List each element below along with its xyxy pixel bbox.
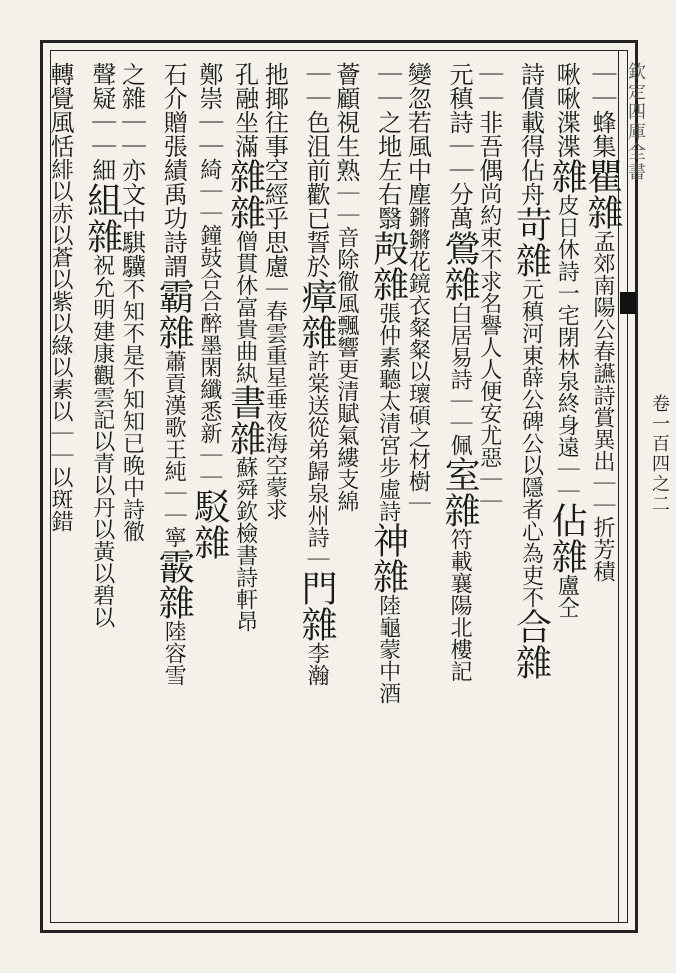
headword: 霰雜	[153, 548, 195, 620]
text-run: 不知不是不知知已晚	[119, 278, 145, 476]
headword: 合雜	[510, 608, 552, 680]
text-column	[48, 62, 72, 532]
text-run: ｜｜蜂集	[588, 62, 616, 158]
text-run: 薈顧視生熟	[331, 62, 360, 182]
text-run: 皮日休詩一宅閉林泉終身遠｜｜	[554, 194, 580, 502]
text-run: 符載襄陽北樓記	[447, 528, 473, 682]
headword: 雜	[224, 158, 266, 194]
text-run: 綺｜｜鐘鼓合合	[196, 158, 222, 312]
text-run: 元稹河東薛公碑公以隱者心為吏不	[518, 278, 544, 608]
text-run: 許棠送從弟歸泉州詩｜	[304, 350, 330, 570]
text-run: 蘇舜欽檢書詩軒昂	[232, 456, 258, 632]
text-run: 陸容雪	[161, 620, 187, 686]
text-column	[546, 62, 588, 618]
headword: 室雜	[439, 456, 481, 528]
text-run: ｜｜非吾偶	[474, 62, 503, 182]
text-column	[117, 62, 146, 542]
headword: 組雜	[81, 182, 123, 254]
text-run: 元稹詩｜｜分萬	[445, 62, 474, 230]
text-run: 緋以赤以蒼以紫以綠以素以｜｜以斑錯	[48, 158, 73, 532]
text-run: 變忽若風中塵	[403, 62, 432, 206]
headword: 鶯雜	[439, 230, 481, 302]
text-run: 陸龜蒙中酒	[375, 594, 401, 704]
text-run: 以瓌碩之材樹｜	[405, 360, 431, 514]
margin-title: 欽定四庫全書	[625, 62, 646, 182]
text-run: 詩債載得佔舟	[516, 62, 545, 206]
text-run: 鄭崇｜｜	[194, 62, 223, 158]
headword: 駁雜	[188, 488, 230, 560]
text-run: ｜｜音除徹風飄響更清	[333, 182, 359, 402]
text-run: 聲疑｜｜細	[87, 62, 116, 182]
text-run: 尚約束不求名譽人人便安尤惡｜｜	[476, 182, 502, 512]
text-run: 啾啾渫渫	[552, 62, 581, 158]
text-column	[260, 62, 289, 520]
text-column	[331, 62, 360, 512]
text-run: 李瀚	[304, 642, 330, 686]
text-column	[81, 62, 123, 628]
headword: 佔雜	[546, 502, 588, 574]
text-run: 僧貫休富貴曲紈	[232, 230, 258, 384]
text-column	[582, 62, 623, 582]
text-column	[296, 62, 338, 686]
text-run: ｜｜之地左右翳	[373, 62, 402, 230]
text-run: 醉墨閑纖悉新｜｜	[196, 312, 222, 488]
headword: 瘴雜	[296, 278, 338, 350]
text-run: 張仲素聽太清宮步虛詩	[375, 302, 401, 522]
text-run: 白居易詩｜｜佩	[447, 302, 473, 456]
headword: 殸雜	[367, 230, 409, 302]
text-run: 中詩徹	[119, 476, 145, 542]
headword: 雜	[546, 158, 588, 194]
fish-tail-mark	[620, 292, 636, 314]
text-run: 鏘鏘花鏡衣粲粲	[405, 206, 431, 360]
headword: 瞿雜	[582, 158, 623, 230]
text-run: 蒙求	[262, 476, 288, 520]
text-run: 石介贈張績禹功詩謂	[159, 62, 188, 278]
text-column	[188, 62, 230, 560]
text-column	[224, 62, 266, 632]
margin-volume: 卷一百四之二	[649, 394, 670, 514]
text-run: 轉覺風恬	[46, 62, 74, 158]
text-column	[474, 62, 503, 512]
text-column	[510, 62, 552, 680]
text-run: 孔融坐滿	[230, 62, 259, 158]
text-run: 賦氣縷支綿	[333, 402, 359, 512]
text-run: 孟郊南陽公春讌詩賞異出｜｜折芳積	[590, 230, 615, 582]
text-run: 祝允明建康觀雲記以青以丹以黃以碧以	[89, 254, 115, 628]
text-run: 盧仝	[554, 574, 580, 618]
text-run: 之雜｜｜亦文中騏驥	[117, 62, 146, 278]
headword: 雜	[224, 194, 266, 230]
text-run: ｜｜色沮前歡已誓於	[302, 62, 331, 278]
headword: 門雜	[296, 570, 338, 642]
headword: 神雜	[367, 522, 409, 594]
headword: 霸雜	[153, 278, 195, 350]
text-column	[153, 62, 195, 686]
text-run: 蕭貢漢歌王純｜｜寧	[161, 350, 187, 548]
text-run: ｜春雲重星垂夜海空	[262, 278, 288, 476]
text-column	[367, 62, 409, 704]
text-run: 扡揶往事空經乎思慮	[260, 62, 289, 278]
headword: 苛雜	[510, 206, 552, 278]
text-column	[403, 62, 432, 514]
text-column	[439, 62, 481, 682]
headword: 書雜	[224, 384, 266, 456]
